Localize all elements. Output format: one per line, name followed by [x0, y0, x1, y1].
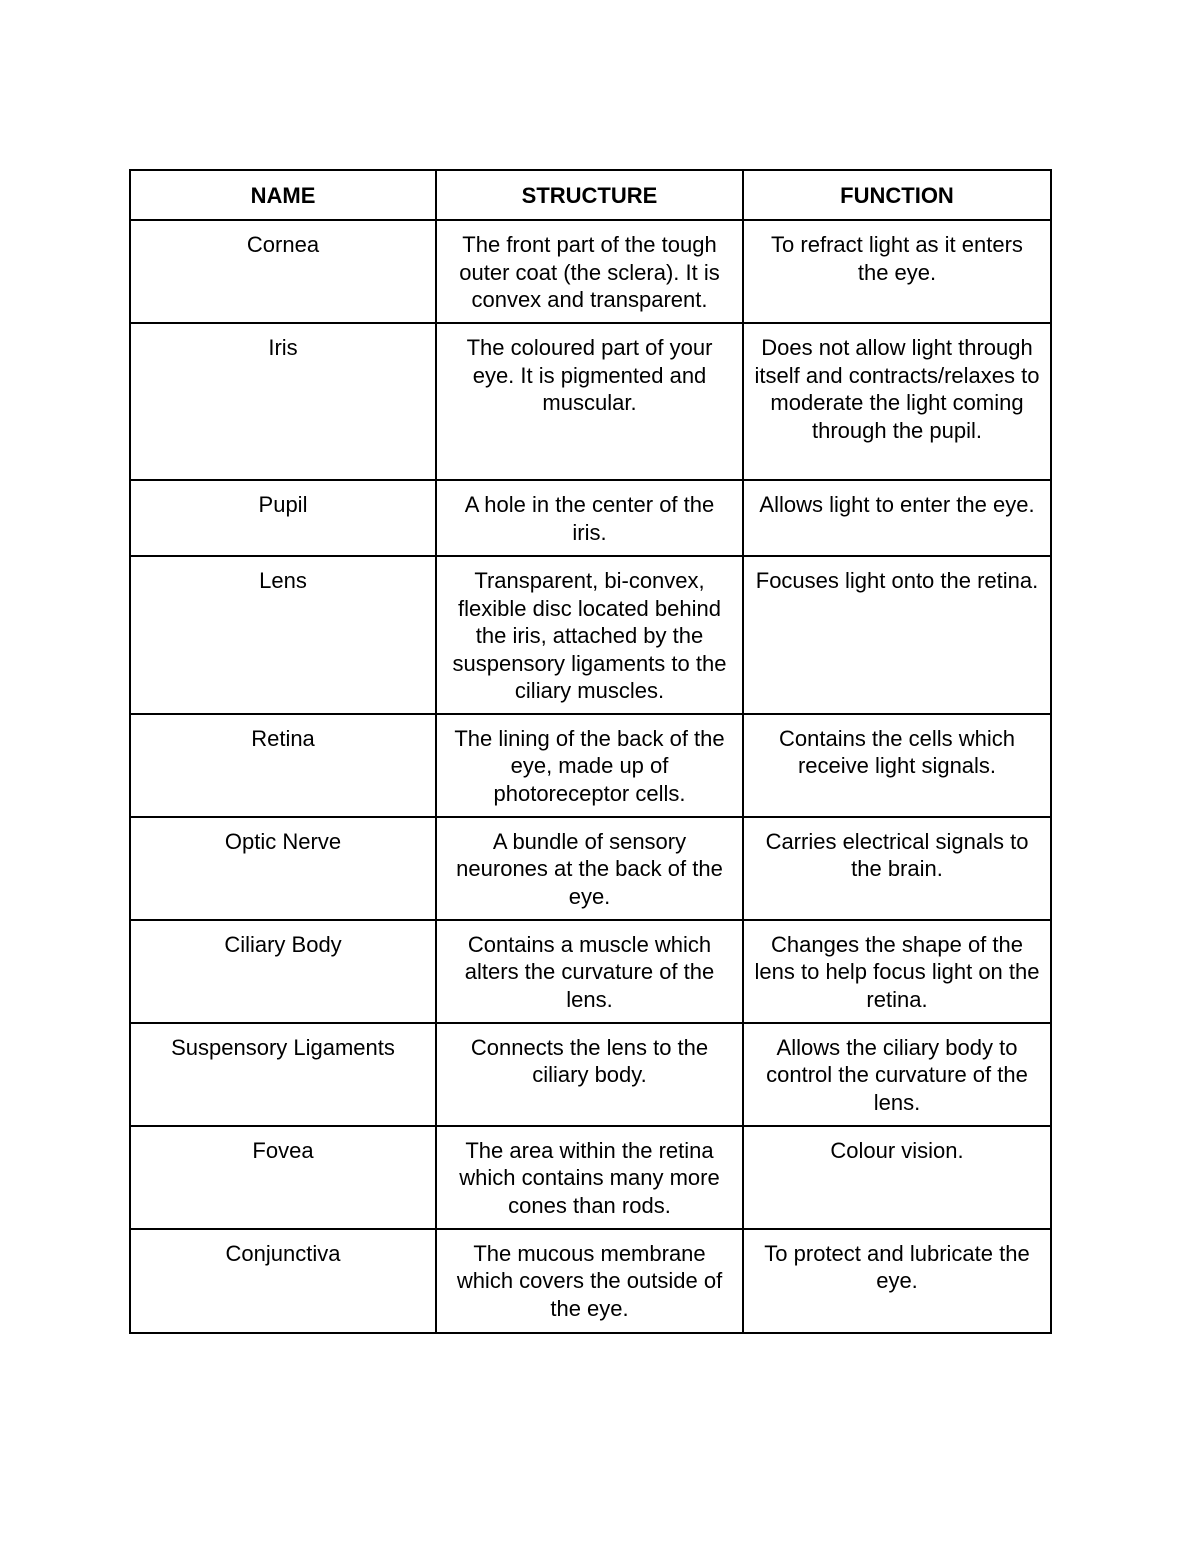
cell-function: Does not allow light through itself and contracts/relaxes to moderate the light coming through the pupil.	[743, 323, 1051, 480]
cell-name: Pupil	[130, 480, 436, 556]
header-name: NAME	[130, 170, 436, 220]
cell-name: Fovea	[130, 1126, 436, 1229]
cell-function: To refract light as it enters the eye.	[743, 220, 1051, 323]
cell-name: Cornea	[130, 220, 436, 323]
cell-name: Ciliary Body	[130, 920, 436, 1023]
cell-name: Conjunctiva	[130, 1229, 436, 1333]
table-row	[130, 220, 1051, 323]
table-body	[130, 220, 1051, 1333]
cell-function: Allows the ciliary body to control the curvature of the lens.	[743, 1023, 1051, 1126]
cell-function: Changes the shape of the lens to help focus light on the retina.	[743, 920, 1051, 1023]
header-function: FUNCTION	[743, 170, 1051, 220]
cell-structure: Connects the lens to the ciliary body.	[436, 1023, 743, 1126]
table-row	[130, 1023, 1051, 1126]
table-row	[130, 556, 1051, 714]
cell-name: Lens	[130, 556, 436, 714]
table-row	[130, 817, 1051, 920]
cell-structure: The coloured part of your eye. It is pigmented and muscular.	[436, 323, 743, 480]
header-structure: STRUCTURE	[436, 170, 743, 220]
table-row	[130, 480, 1051, 556]
table-header	[130, 170, 1051, 220]
table-row	[130, 323, 1051, 480]
table-row	[130, 1126, 1051, 1229]
cell-structure: The mucous membrane which covers the outside of the eye.	[436, 1229, 743, 1333]
cell-structure: Contains a muscle which alters the curvature of the lens.	[436, 920, 743, 1023]
cell-structure: The lining of the back of the eye, made up of photoreceptor cells.	[436, 714, 743, 817]
cell-name: Retina	[130, 714, 436, 817]
cell-structure: Transparent, bi-convex, flexible disc located behind the iris, attached by the suspensory ligaments to the ciliary muscles.	[436, 556, 743, 714]
cell-structure: A bundle of sensory neurones at the back of the eye.	[436, 817, 743, 920]
eye-structures-table	[129, 169, 1052, 1334]
cell-function: To protect and lubricate the eye.	[743, 1229, 1051, 1333]
table-row	[130, 1229, 1051, 1333]
table-row	[130, 920, 1051, 1023]
cell-function: Contains the cells which receive light signals.	[743, 714, 1051, 817]
table-row	[130, 714, 1051, 817]
cell-function: Allows light to enter the eye.	[743, 480, 1051, 556]
cell-function: Carries electrical signals to the brain.	[743, 817, 1051, 920]
cell-function: Focuses light onto the retina.	[743, 556, 1051, 714]
header-row	[130, 170, 1051, 220]
cell-function: Colour vision.	[743, 1126, 1051, 1229]
cell-name: Iris	[130, 323, 436, 480]
cell-structure: The front part of the tough outer coat (the sclera). It is convex and transparent.	[436, 220, 743, 323]
cell-name: Optic Nerve	[130, 817, 436, 920]
cell-structure: The area within the retina which contains many more cones than rods.	[436, 1126, 743, 1229]
cell-name: Suspensory Ligaments	[130, 1023, 436, 1126]
cell-structure: A hole in the center of the iris.	[436, 480, 743, 556]
